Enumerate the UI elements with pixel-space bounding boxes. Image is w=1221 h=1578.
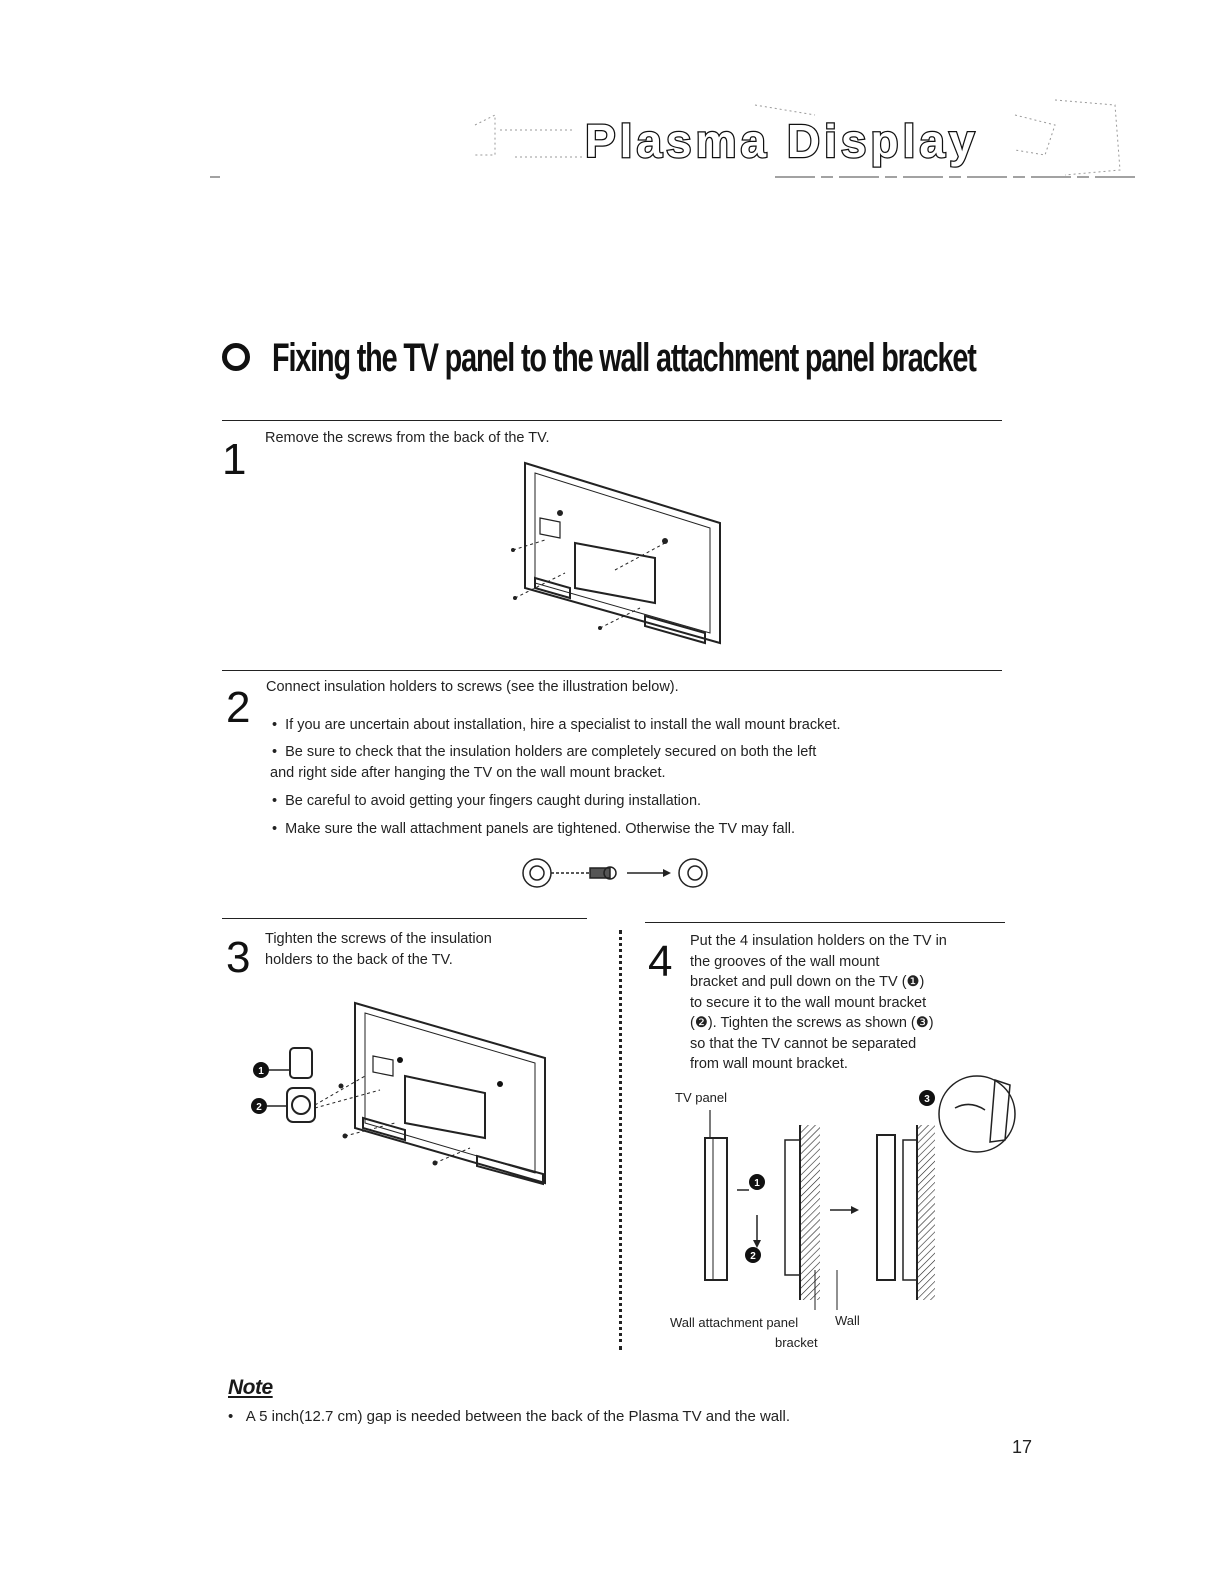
step-3-text: Tighten the screws of the insulation holders to the back of the TV. [265, 931, 492, 969]
section-bullet-icon [222, 343, 250, 371]
svg-text:3: 3 [924, 1094, 930, 1105]
step-2-number: 2 [226, 683, 251, 732]
bracket-label: Wall attachment panel [670, 1315, 799, 1330]
step-4-text: Put the 4 insulation holders on the TV in the grooves of the wall mount bracket and pull down on the TV (❶) to secure it to the wall mount bracket (❷). Tighten the screws as shown (❸) so that the TV cannot be separated from wall mount bracket. [690, 933, 947, 1072]
list-item: • Be sure to check that the insulation holders are completely secured on both the left [272, 744, 817, 760]
svg-text:1: 1 [258, 1066, 264, 1077]
step-1-number: 1 [222, 435, 247, 484]
step-4-number: 4 [648, 937, 673, 986]
list-item: • If you are uncertain about installation, hire a specialist to install the wall mount bracket. [272, 717, 841, 733]
tv-back-holders-illustration [245, 998, 555, 1188]
divider [222, 918, 587, 919]
divider [222, 670, 1002, 671]
insulation-holder-illustration [515, 848, 715, 898]
note-title: Note [228, 1376, 273, 1399]
list-item: • Make sure the wall attachment panels are tightened. Otherwise the TV may fall. [272, 821, 796, 837]
page-title: Fixing the TV panel to the wall attachment panel bracket [272, 336, 976, 380]
step-2-text: Connect insulation holders to screws (see the illustration below). [266, 679, 679, 695]
svg-text:2: 2 [750, 1251, 756, 1262]
header-logo [455, 95, 1135, 185]
divider [645, 922, 1005, 923]
note-text: • A 5 inch(12.7 cm) gap is needed between the back of the Plasma TV and the wall. [228, 1408, 790, 1425]
list-item: • Be careful to avoid getting your fingers caught during installation. [272, 793, 702, 809]
page-number: 17 [1012, 1437, 1033, 1457]
wall-label: Wall [835, 1313, 860, 1328]
column-divider [619, 930, 622, 1350]
tv-panel-label: TV panel [675, 1090, 728, 1105]
svg-text:2: 2 [256, 1102, 262, 1113]
bracket-label-line-2: bracket [775, 1335, 818, 1350]
wall-mount-diagram [665, 1070, 1035, 1360]
logo-text: Plasma Display [585, 115, 979, 167]
svg-text:1: 1 [754, 1178, 760, 1189]
list-item-continuation: and right side after hanging the TV on the wall mount bracket. [270, 765, 666, 781]
step-1-text: Remove the screws from the back of the TV. [265, 430, 550, 446]
step-3-number: 3 [226, 933, 251, 982]
divider [222, 420, 1002, 421]
tv-back-illustration [505, 458, 735, 653]
